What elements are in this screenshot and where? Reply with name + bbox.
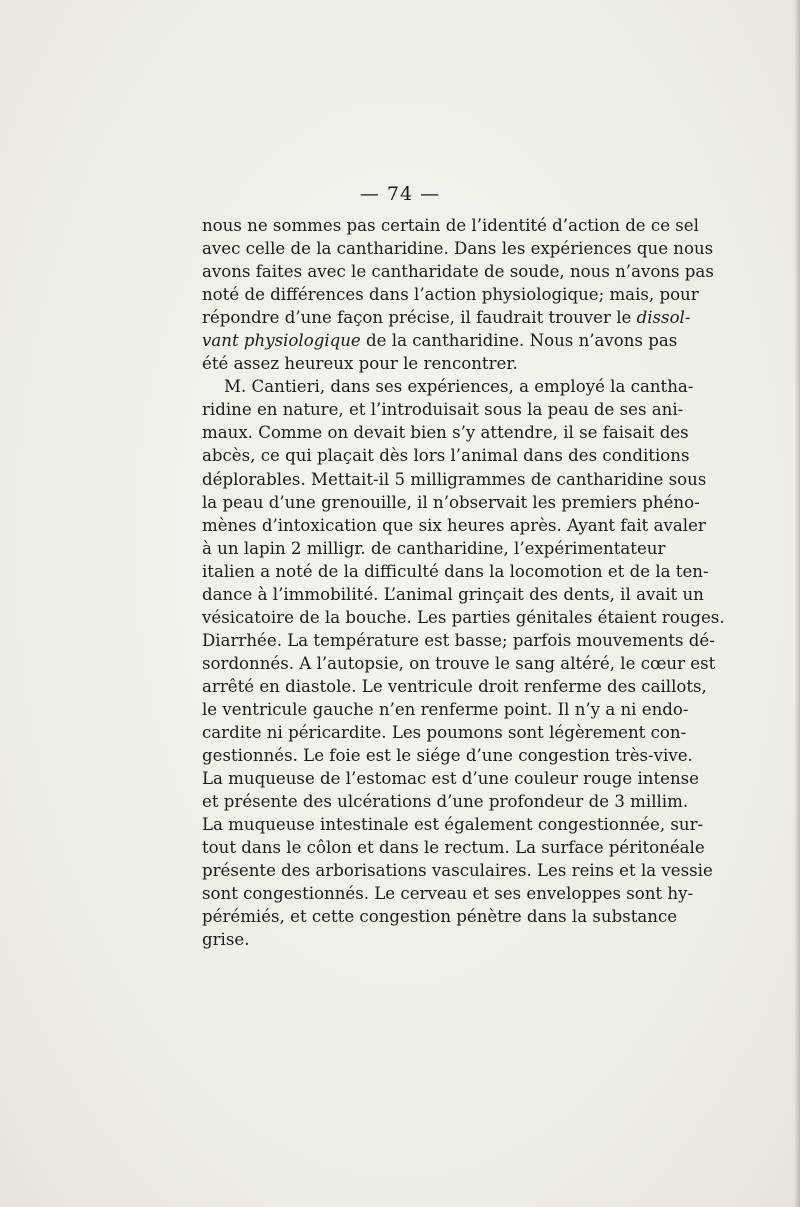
text-line: grise. xyxy=(202,930,250,950)
text-line: sordonnés. A l’autopsie, on trouve le sang altéré, le cœur est xyxy=(202,653,716,673)
text-fragment: répondre d’une façon précise, il faudrait trouver le xyxy=(202,308,637,328)
text-line: la peau d’une grenouille, il n’observait les premiers phéno- xyxy=(202,492,700,512)
text-line: La muqueuse intestinale est également congestionnée, sur- xyxy=(202,815,704,835)
text-line-indented: M. Cantieri, dans ses expériences, a employé la cantha- xyxy=(224,377,694,397)
page-edge-shadow xyxy=(794,0,800,1207)
text-line: mènes d’intoxication que six heures après. Ayant fait avaler xyxy=(202,515,706,535)
text-line: à un lapin 2 milligr. de cantharidine, l’expérimentateur xyxy=(202,538,666,558)
text-line: tout dans le côlon et dans le rectum. La surface péritonéale xyxy=(202,838,705,858)
text-line: sont congestionnés. Le cerveau et ses enveloppes sont hy- xyxy=(202,884,694,904)
text-line: nous ne sommes pas certain de l’identité d’action de ce sel xyxy=(202,216,699,235)
text-line: avons faites avec le cantharidate de soude, nous n’avons pas xyxy=(202,262,714,282)
text-line: pérémiés, et cette congestion pénètre dans la substance xyxy=(202,907,678,927)
text-line: ridine en nature, et l’introduisait sous la peau de ses ani- xyxy=(202,400,684,420)
text-line: dance à l’immobilité. L’animal grinçait des dents, il avait un xyxy=(202,584,704,604)
text-line: Diarrhée. La température est basse; parfois mouvements dé- xyxy=(202,630,715,650)
text-line: et présente des ulcérations d’une profondeur de 3 millim. xyxy=(202,792,689,812)
text-line xyxy=(202,329,678,352)
text-line: noté de différences dans l’action physiologique; mais, pour xyxy=(202,285,699,305)
text-line: italien a noté de la difficulté dans la locomotion et de la ten- xyxy=(202,561,709,581)
text-line: le ventricule gauche n’en renferme point. Il n’y a ni endo- xyxy=(202,699,689,719)
text-fragment: de la cantharidine. Nous n’avons pas xyxy=(360,331,678,351)
text-line: déplorables. Mettait-il 5 milligrammes de cantharidine sous xyxy=(202,469,707,489)
text-line: gestionnés. Le foie est le siége d’une congestion très-vive. xyxy=(202,746,693,766)
text-line: avec celle de la cantharidine. Dans les expériences que nous xyxy=(202,239,714,259)
text-line: vésicatoire de la bouche. Les parties génitales étaient rouges. xyxy=(202,607,725,627)
italic-fragment: vant physiologique xyxy=(202,331,361,351)
text-line: La muqueuse de l’estomac est d’une couleur rouge intense xyxy=(202,769,699,789)
text-line: été assez heureux pour le rencontrer. xyxy=(202,354,518,374)
text-line: présente des arborisations vasculaires. Les reins et la vessie xyxy=(202,861,713,881)
italic-fragment: dissol- xyxy=(636,308,691,328)
text-line xyxy=(202,306,691,329)
text-line: cardite ni péricardite. Les poumons sont légèrement con- xyxy=(202,723,687,743)
text-line: arrêté en diastole. Le ventricule droit renferme des caillots, xyxy=(202,676,707,696)
text-line: maux. Comme on devait bien s’y attendre, il se faisait des xyxy=(202,423,689,443)
body-paragraph xyxy=(202,214,725,952)
text-line: abcès, ce qui plaçait dès lors l’animal dans des conditions xyxy=(202,446,690,466)
page-number: — 74 — xyxy=(359,183,441,205)
